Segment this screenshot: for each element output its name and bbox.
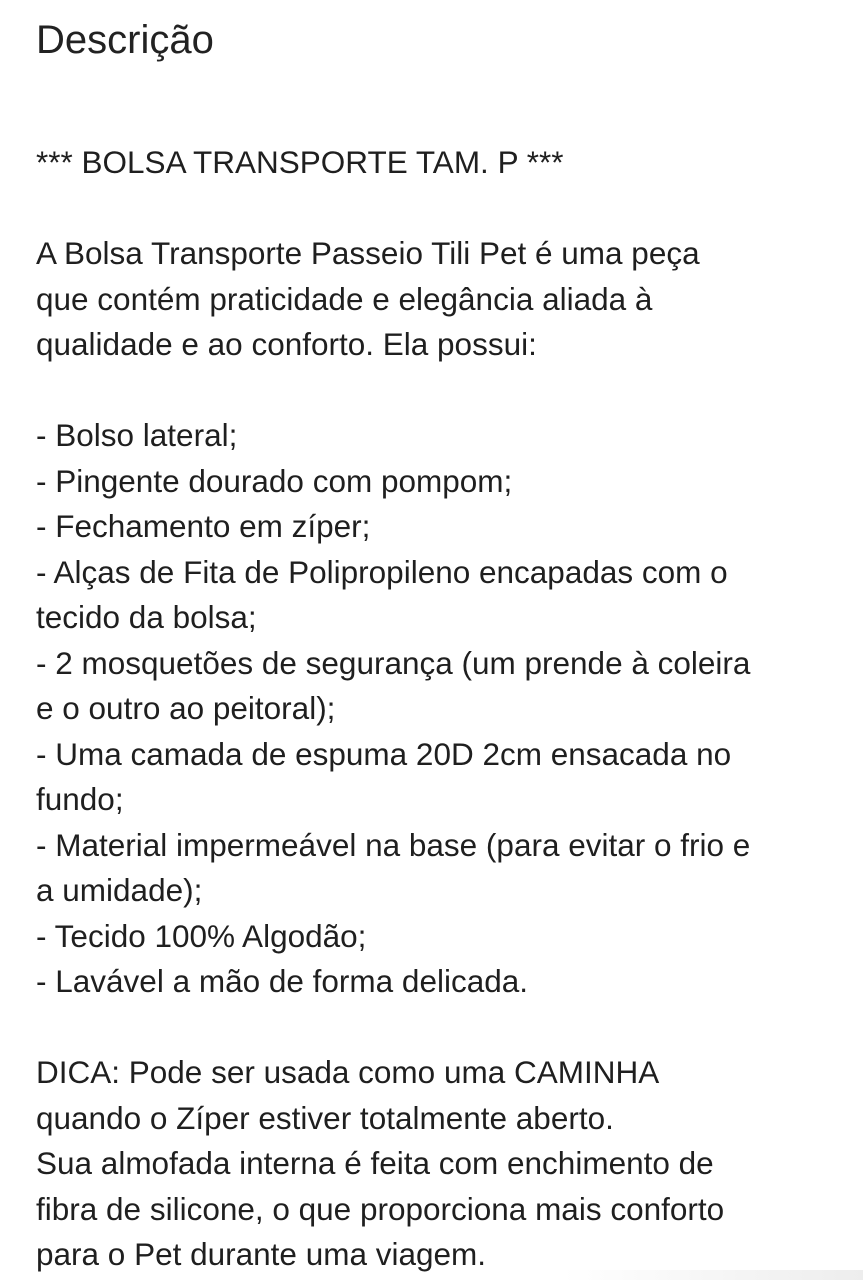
tip-line: quando o Zíper estiver totalmente aberto.	[36, 1099, 614, 1136]
feature-line: - 2 mosquetões de segurança (um prende à coleira	[36, 644, 751, 681]
feature-line: - Fechamento em zíper;	[36, 508, 371, 544]
tip-line: DICA: Pode ser usada como uma CAMINHA	[36, 1054, 660, 1090]
product-description	[36, 140, 836, 1278]
feature-line: - Alças de Fita de Polipropileno encapadas com o	[36, 553, 728, 590]
paragraph-gap	[36, 186, 836, 232]
feature-line: - Material impermeável na base (para evitar o frio e	[36, 826, 751, 863]
feature-line: - Lavável a mão de forma delicada.	[36, 963, 529, 999]
feature-line: - Tecido 100% Algodão;	[36, 917, 367, 954]
feature-line: fundo;	[36, 781, 124, 817]
feature-line: a umidade);	[36, 872, 203, 908]
paragraph-gap	[36, 1005, 836, 1051]
tip-line: para o Pet durante uma viagem.	[36, 1236, 487, 1272]
tip-line: Sua almofada interna é feita com enchimento de	[36, 1145, 714, 1181]
intro-line: qualidade e ao conforto. Ela possui:	[36, 326, 537, 362]
section-title: Descrição	[36, 18, 214, 62]
feature-line: - Uma camada de espuma 20D 2cm ensacada no	[36, 735, 732, 772]
bottom-fade	[563, 1270, 863, 1280]
tip-line: fibra de silicone, o que proporciona mais conforto	[36, 1190, 725, 1227]
feature-line: - Pingente dourado com pompom;	[36, 462, 513, 499]
intro-line: que contém praticidade e elegância aliada à	[36, 280, 653, 317]
description-heading: *** BOLSA TRANSPORTE TAM. P ***	[36, 144, 564, 180]
feature-line: tecido da bolsa;	[36, 599, 257, 635]
paragraph-gap	[36, 368, 836, 414]
feature-line: e o outro ao peitoral);	[36, 690, 336, 726]
feature-line: - Bolso lateral;	[36, 417, 238, 453]
intro-line: A Bolsa Transporte Passeio Tili Pet é uma peça	[36, 235, 700, 271]
